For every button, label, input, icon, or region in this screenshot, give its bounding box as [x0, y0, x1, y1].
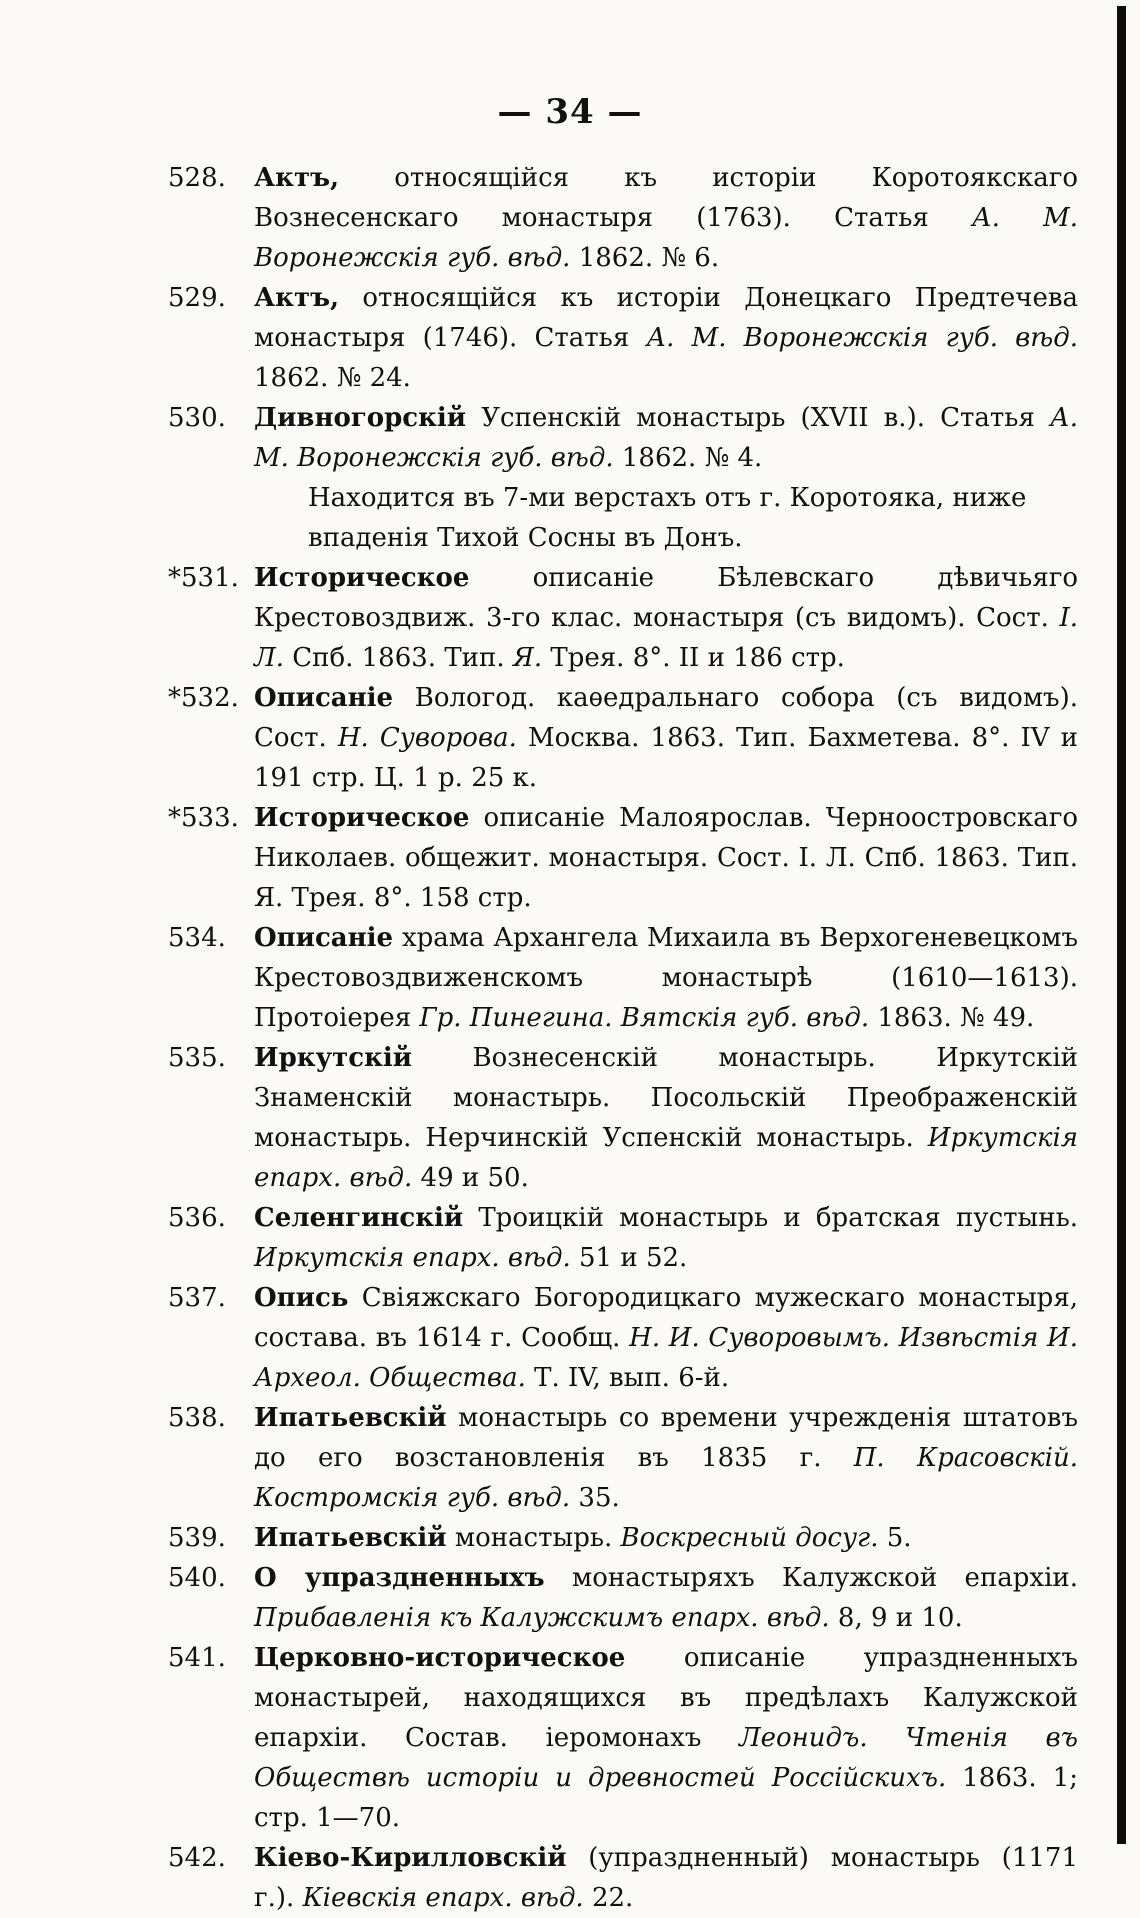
bibliography-entry: [168, 1278, 1078, 1398]
entry-number: 528.: [168, 163, 226, 193]
entry-number: *533.: [168, 803, 239, 833]
entry-number: 538.: [168, 1403, 226, 1433]
entry-heading: Актъ,: [254, 283, 340, 313]
entry-text: [254, 158, 1078, 278]
bibliography-entry: [168, 1558, 1078, 1638]
entry-text-segment: описаніе Бѣлевскаго дѣвичьяго Крестовоздвиж. 3-го клас. монастыря (съ видомъ). Сост.: [254, 563, 1078, 633]
entry-number: 529.: [168, 283, 226, 313]
bibliography-entry: [168, 918, 1078, 1038]
entry-text-segment: Успенскій монастырь (XVII в.). Статья: [466, 403, 1051, 433]
entry-number: 530.: [168, 403, 226, 433]
entry-text: [254, 918, 1078, 1038]
entry-source-italic: Гр. Пинегина. Вятскія губ. вѣд.: [419, 1003, 870, 1033]
entry-source-italic: Кіевскія епарх. вѣд.: [302, 1883, 584, 1913]
entry-text-segment: монастыряхъ Калужской епархіи.: [544, 1563, 1078, 1593]
entry-text-segment: относящійся къ исторіи Коротоякскаго Вознесенскаго монастыря (1763). Статья: [254, 163, 1078, 233]
bibliography-entry: [168, 1638, 1078, 1838]
entry-text-segment: Свіяжскаго Богородицкаго мужескаго монастыря, состава. въ 1614 г. Сообщ.: [254, 1283, 1078, 1353]
entry-text-segment: монастырь со времени учрежденія штатовъ до его возстановленія въ 1835 г.: [254, 1403, 1078, 1473]
entry-source-italic: А. М. Воронежскія губ. вѣд.: [254, 403, 1078, 473]
entry-text-segment: описаніе упраздненныхъ монастырей, находящихся въ предѣлахъ Калужской епархіи. Состав. іеромонахъ: [254, 1643, 1078, 1753]
entry-text-segment: храма Архангела Михаила въ Верхогеневецкомъ Крестовоздвиженскомъ монастырѣ (1610—1613). Протоіерея: [254, 923, 1078, 1033]
entry-source-italic: П. Красовскій. Костромскія губ. вѣд.: [254, 1443, 1078, 1513]
entry-source-italic: Прибавленія къ Калужскимъ епарх. вѣд.: [254, 1603, 830, 1633]
entry-text-segment: описаніе Малоярослав. Черноостровскаго Николаев. общежит. монастыря. Сост. I. Л. Спб. 1863. Тип. Я. Трея. 8°. 158 стр.: [254, 803, 1078, 913]
entry-text-segment: Спб. 1863. Тип.: [283, 643, 513, 673]
bibliography-entry: [168, 278, 1078, 398]
entry-heading: О упраздненныхъ: [254, 1563, 545, 1593]
entry-text-segment: 5.: [878, 1523, 912, 1553]
bibliography-list: [168, 158, 1078, 1918]
bibliography-entry: [168, 1038, 1078, 1198]
entry-text: [254, 1398, 1078, 1518]
entry-heading: Историческое: [254, 563, 470, 593]
entry-text: [254, 1278, 1078, 1398]
entry-heading: Кіево-Кирилловскій: [254, 1843, 567, 1873]
entry-number: 540.: [168, 1563, 226, 1593]
entry-number: *532.: [168, 683, 239, 713]
entry-source-italic: Иркутскія епарх. вѣд.: [254, 1243, 571, 1273]
entry-heading: Иркутскій: [254, 1043, 413, 1073]
entry-number: 539.: [168, 1523, 226, 1553]
entry-text-segment: относящійся къ исторіи Донецкаго Предтечева монастыря (1746). Статья: [254, 283, 1078, 353]
entry-text: [254, 678, 1078, 798]
bibliography-entry: [168, 1198, 1078, 1278]
entry-source-italic: Н. И. Суворовымъ. Извѣстія И. Археол. Общества.: [254, 1323, 1078, 1393]
entry-text: [254, 1558, 1078, 1638]
entry-text-segment: монастырь.: [446, 1523, 621, 1553]
entry-source-italic: А. М. Воронежскія губ. вѣд.: [646, 323, 1078, 353]
entry-text: [254, 1638, 1078, 1838]
entry-number: 537.: [168, 1283, 226, 1313]
entry-heading: Опись: [254, 1283, 349, 1313]
entry-text-segment: Вознесенскій монастырь. Иркутскій Знаменскій монастырь. Посольскій Преображенскій монастырь. Нерчинскій Успенскій монастырь.: [254, 1043, 1078, 1153]
entry-number: 534.: [168, 923, 226, 953]
entry-source-italic: А. М. Воронежскія губ. вѣд.: [254, 203, 1079, 273]
entry-number: 535.: [168, 1043, 226, 1073]
entry-heading: Ипатьевскій: [254, 1523, 447, 1553]
entry-text-segment: 22.: [583, 1883, 634, 1913]
entry-number: 536.: [168, 1203, 226, 1233]
entry-text-segment: 49 и 50.: [412, 1163, 529, 1193]
entry-text: [254, 278, 1078, 398]
entry-heading: Описаніе: [254, 923, 394, 953]
entry-text: [254, 1838, 1078, 1918]
entry-source-italic: I. Л.: [254, 603, 1078, 673]
entry-number: 542.: [168, 1843, 226, 1873]
entry-text: [254, 1198, 1078, 1278]
entry-text-segment: Т. IV, вып. 6-й.: [525, 1363, 730, 1393]
entry-source-italic: Н. Суворова.: [337, 723, 517, 753]
bibliography-entry: [168, 558, 1078, 678]
entry-text-segment: 1863. № 49.: [869, 1003, 1035, 1033]
entry-heading: Церковно-историческое: [254, 1643, 626, 1673]
entry-heading: Историческое: [254, 803, 470, 833]
entry-text-segment: 35.: [570, 1483, 620, 1513]
entry-heading: Описаніе: [254, 683, 394, 713]
entry-text: [254, 1038, 1078, 1198]
page-number: — 34 —: [497, 92, 643, 132]
page-edge-bar: [1117, 6, 1126, 1844]
entry-number: 541.: [168, 1643, 226, 1673]
entry-text-segment: 51 и 52.: [570, 1243, 688, 1273]
bibliography-entry: [168, 678, 1078, 798]
entry-text: [254, 798, 1078, 918]
entry-text-segment: 8, 9 и 10.: [829, 1603, 963, 1633]
bibliography-entry: [168, 398, 1078, 558]
entry-number: *531.: [168, 563, 239, 593]
entry-source-italic: Иркутскія епарх. вѣд.: [254, 1123, 1078, 1193]
entry-heading: Ипатьевскій: [254, 1403, 447, 1433]
entry-text-segment: 1862. № 4.: [613, 443, 763, 473]
entry-heading: Дивногорскій: [254, 403, 467, 433]
bibliography-entry: [168, 1838, 1078, 1918]
entry-text-segment: Троицкій монастырь и братская пустынь.: [463, 1203, 1078, 1233]
entry-text: [254, 1518, 1078, 1558]
bibliography-entry: [168, 798, 1078, 918]
entry-text-segment: 1863. 1; стр. 1—70.: [254, 1763, 1078, 1833]
entry-text: [254, 558, 1078, 678]
entry-text-segment: 1862. № 24.: [254, 363, 411, 393]
bibliography-entry: [168, 158, 1078, 278]
entry-text-segment: Вологод. каѳедральнаго собора (съ видомъ). Сост.: [254, 683, 1078, 753]
entry-text-segment: 1862. № 6.: [570, 243, 720, 273]
entry-source-italic: Я.: [512, 643, 543, 673]
entry-text: [254, 398, 1078, 478]
entry-source-italic: Воскресный досуг.: [620, 1523, 879, 1553]
bibliography-entry: [168, 1518, 1078, 1558]
entry-heading: Актъ,: [254, 163, 340, 193]
entry-note: Находится въ 7-ми верстахъ отъ г. Коротояка, ниже впаденія Тихой Сосны въ Донъ.: [308, 483, 1027, 553]
entry-heading: Селенгинскій: [254, 1203, 464, 1233]
entry-source-italic: Леонидъ. Чтенія въ Обществѣ исторіи и древностей Россійскихъ.: [254, 1723, 1078, 1793]
entry-text-segment: Москва. 1863. Тип. Бахметева. 8°. IV и 191 стр. Ц. 1 р. 25 к.: [254, 723, 1078, 793]
bibliography-entry: [168, 1398, 1078, 1518]
entry-text-segment: (упраздненный) монастырь (1171 г.).: [254, 1843, 1078, 1913]
entry-text-segment: Трея. 8°. II и 186 стр.: [542, 643, 845, 673]
